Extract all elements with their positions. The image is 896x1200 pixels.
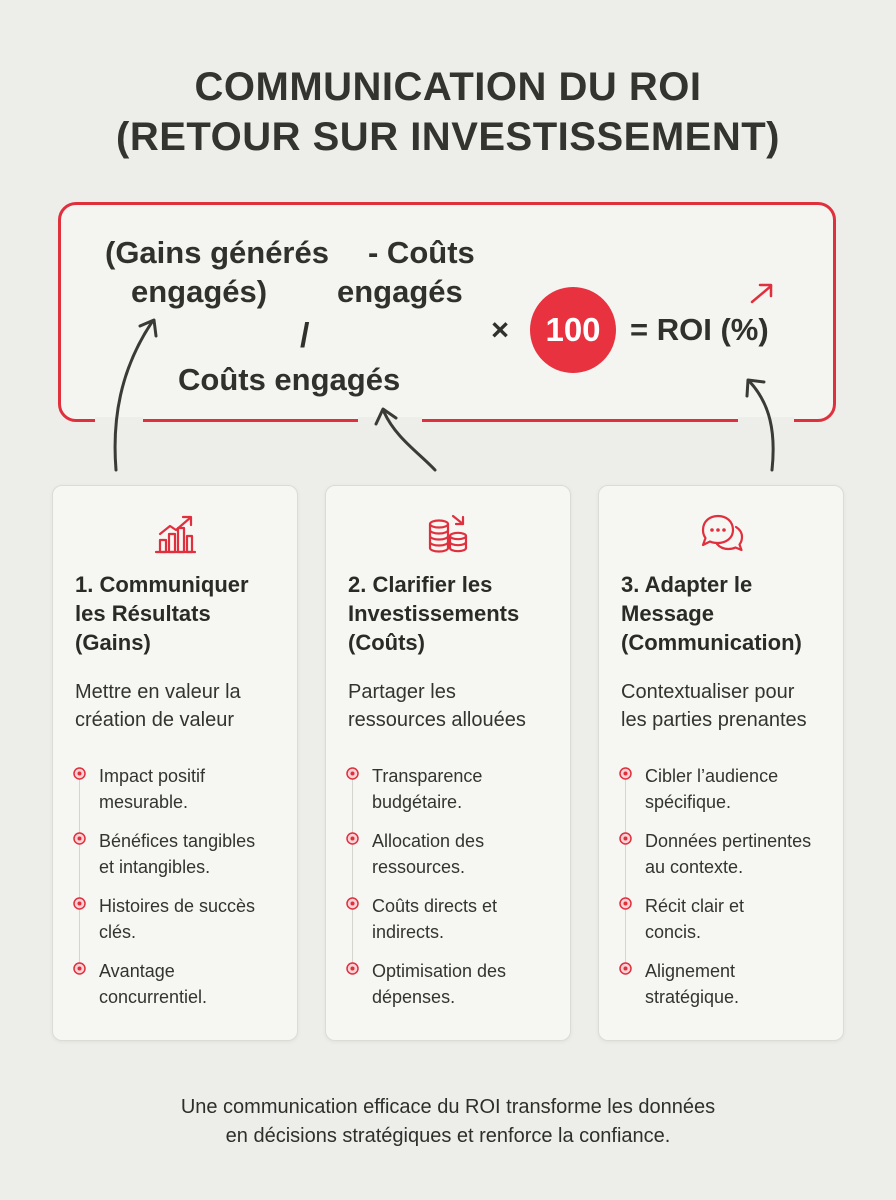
bullet-icon [73,897,86,910]
bullet-icon [619,962,632,975]
bullet-guide-line [79,771,80,971]
bullet-icon [346,767,359,780]
bar-chart-trend-up-icon [152,510,198,556]
formula-minus-costs-line-2: engagés [337,274,463,309]
formula-denominator: Coûts engagés [178,362,401,397]
formula-gains-line-1: (Gains générés [105,235,329,270]
formula-divider: / [300,317,310,355]
roi-up-arrow-icon [752,285,771,302]
card-subtitle: Mettre en valeur la création de valeur [75,681,241,731]
bullet-icon [619,897,632,910]
card-title: 1. Communiquer les Résultats (Gains) [75,572,249,655]
formula-gains-line-2: engagés) [131,274,268,309]
coins-stack-icon [425,510,471,556]
chat-bubbles-icon [697,510,745,556]
footer-line-2: en décisions stratégiques et renforce la confiance. [225,1125,671,1147]
bullet-guide-line [625,771,626,971]
bullet-icon [346,897,359,910]
card-gains: 1. Communiquer les Résultats (Gains) Mettre en valeur la création de valeur Impact positif mesurable. Bénéfices tangibles et intangibles. Histoires de succès clés. Avantage concurrentiel. [52,485,298,1041]
formula-minus-costs-line-1: - Coûts [368,235,475,270]
card-title: 3. Adapter le Message (Communication) [621,572,802,655]
card-costs: 2. Clarifier les Investissements (Coûts) Partager les ressources allouées Transparence budgétaire. Allocation des ressources. Coûts directs et indirects. Optimisation des dépenses. [325,485,571,1041]
arrow-to-gains [115,320,156,470]
card-message: 3. Adapter le Message (Communication) Contextualiser pour les parties prenantes Cibler l’audience spécifique. Données pertinentes au contexte. Récit clair et concis. Alignement stratégique. [598,485,844,1041]
bullet-icon [73,767,86,780]
bullet-guide-line [352,771,353,971]
bullet-icon [619,832,632,845]
bullet-icon [73,962,86,975]
footer-caption [0,1093,896,1151]
formula-times: × [491,312,510,347]
card-title: 2. Clarifier les Investissements (Coûts) [348,572,520,655]
bullet-icon [619,767,632,780]
title-line-1: COMMUNICATION DU ROI [194,65,702,109]
card-subtitle: Partager les ressources allouées [348,681,526,731]
bullet-icon [346,832,359,845]
card-subtitle: Contextualiser pour les parties prenantes [621,681,807,731]
title-line-2: (RETOUR SUR INVESTISSEMENT) [116,115,780,159]
bullet-icon [346,962,359,975]
bullet-icon [73,832,86,845]
formula-hundred-badge: 100 [530,287,616,373]
formula-result: = ROI (%) [630,312,769,347]
footer-line-1: Une communication efficace du ROI transforme les données [180,1096,716,1118]
